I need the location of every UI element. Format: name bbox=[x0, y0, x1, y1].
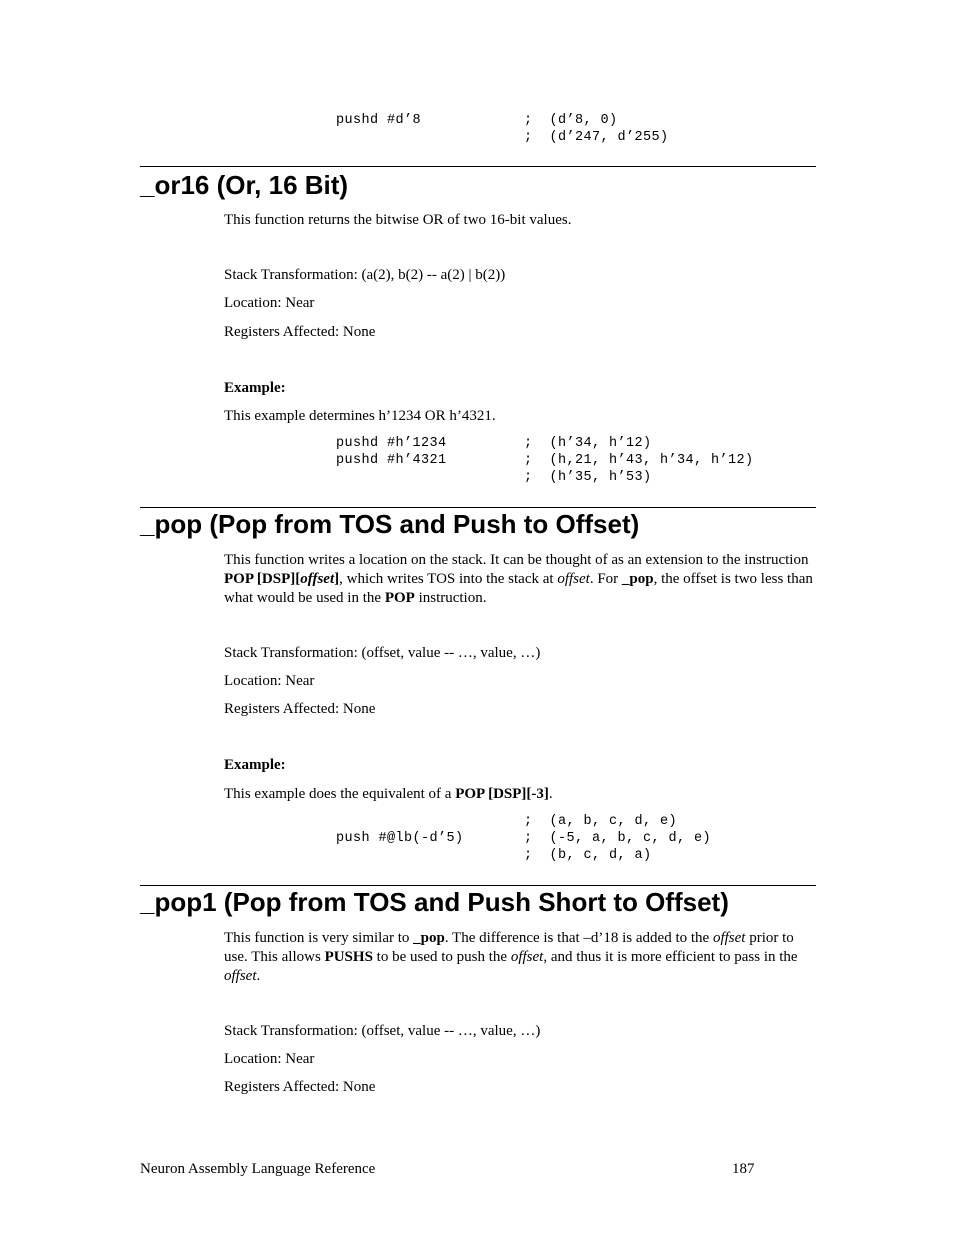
text-run: This function writes a location on the stack. It can be thought of as an extension to the instruction bbox=[224, 552, 809, 568]
pop-stack-transformation: Stack Transformation: (offset, value -- …, value, …) bbox=[224, 645, 541, 661]
text-run-bold: _pop bbox=[413, 930, 445, 946]
pop1-location: Location: Near bbox=[224, 1051, 315, 1067]
code-comment: ; (-5, a, b, c, d, e) bbox=[524, 831, 712, 846]
code-comment: ; (h’35, h’53) bbox=[524, 470, 652, 485]
code-comment: ; (a, b, c, d, e) bbox=[524, 814, 678, 829]
text-run: to be used to push the bbox=[372, 949, 511, 965]
or16-location: Location: Near bbox=[224, 295, 315, 311]
pop-description bbox=[224, 551, 816, 608]
text-run-bold: ] bbox=[334, 571, 340, 587]
text-run-italic: offset bbox=[510, 949, 544, 965]
text-run-bold: POP [DSP][-3] bbox=[455, 786, 549, 802]
text-run: . bbox=[548, 786, 553, 802]
pop-location: Location: Near bbox=[224, 673, 315, 689]
code-comment: ; (b, c, d, a) bbox=[524, 848, 652, 863]
section-divider bbox=[140, 885, 816, 886]
code-instruction: pushd #h’1234 bbox=[336, 436, 447, 451]
text-run-bold: PUSHS bbox=[324, 949, 373, 965]
text-run: instruction. bbox=[414, 590, 487, 606]
text-run-italic: offset bbox=[224, 968, 257, 984]
or16-example-text: This example determines h’1234 OR h’4321. bbox=[224, 408, 496, 424]
code-comment: ; (d’247, d’255) bbox=[524, 130, 669, 145]
pop1-stack-transformation: Stack Transformation: (offset, value -- …, value, …) bbox=[224, 1023, 541, 1039]
code-comment: ; (h,21, h’43, h’34, h’12) bbox=[524, 453, 754, 468]
or16-example-label: Example: bbox=[224, 380, 286, 396]
section-heading-pop1: _pop1 (Pop from TOS and Push Short to Offset) bbox=[140, 887, 729, 917]
text-run-italic: offset bbox=[557, 571, 590, 587]
pop1-registers-affected: Registers Affected: None bbox=[224, 1079, 376, 1095]
text-run-bold: POP [DSP][ bbox=[224, 571, 301, 587]
text-run: prior to use. This allows bbox=[224, 930, 794, 965]
code-comment: ; (d’8, 0) bbox=[524, 113, 618, 128]
pop-registers-affected: Registers Affected: None bbox=[224, 701, 376, 717]
text-run: . For bbox=[589, 571, 622, 587]
or16-registers-affected: Registers Affected: None bbox=[224, 324, 376, 340]
pop-example-label: Example: bbox=[224, 757, 286, 773]
pop1-description bbox=[224, 929, 816, 986]
or16-stack-transformation: Stack Transformation: (a(2), b(2) -- a(2) | b(2)) bbox=[224, 267, 506, 283]
text-run-bold-italic: offset bbox=[300, 571, 335, 587]
code-instruction: push #@lb(-d’5) bbox=[336, 831, 464, 846]
text-run: . bbox=[256, 968, 261, 984]
section-heading-or16: _or16 (Or, 16 Bit) bbox=[140, 170, 349, 200]
or16-description: This function returns the bitwise OR of two 16-bit values. bbox=[224, 212, 572, 228]
code-instruction: pushd #h’4321 bbox=[336, 453, 447, 468]
code-instruction: pushd #d’8 bbox=[336, 113, 422, 128]
text-run-italic: offset bbox=[712, 930, 746, 946]
section-divider bbox=[140, 507, 816, 508]
text-run-bold: POP bbox=[384, 590, 415, 606]
section-divider bbox=[140, 166, 816, 167]
text-run-bold: _pop bbox=[621, 571, 654, 587]
page-number: 187 bbox=[732, 1161, 755, 1177]
text-run: . The difference is that –d’18 is added to the bbox=[444, 930, 713, 946]
code-comment: ; (h’34, h’12) bbox=[524, 436, 652, 451]
text-run: This function is very similar to bbox=[224, 930, 414, 946]
text-run: This example does the equivalent of a bbox=[224, 786, 456, 802]
pop-example-text bbox=[224, 786, 553, 803]
text-run: , which writes TOS into the stack at bbox=[339, 571, 558, 587]
text-run: , and thus it is more efficient to pass in the bbox=[543, 949, 798, 965]
footer-title: Neuron Assembly Language Reference bbox=[140, 1161, 376, 1177]
text-run: , the offset is two less than what would be used in the bbox=[224, 571, 813, 606]
section-heading-pop: _pop (Pop from TOS and Push to Offset) bbox=[140, 509, 640, 539]
